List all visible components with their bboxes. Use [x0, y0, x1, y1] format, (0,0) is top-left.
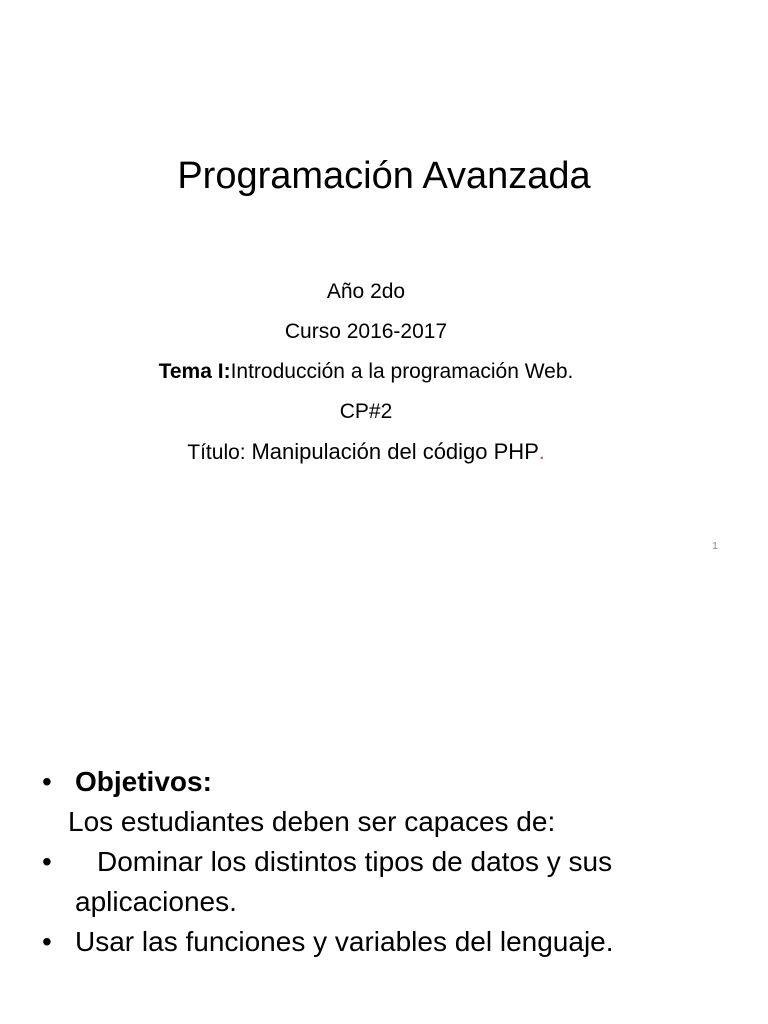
- bullet-objective-1: [40, 842, 740, 922]
- topic-label: Tema I:: [158, 360, 231, 383]
- objective-1-line1: Dominar los distintos tipos de datos y sus: [97, 846, 613, 877]
- objective-1-line2: aplicaciones.: [75, 886, 237, 917]
- year-line: Año 2do: [326, 280, 406, 303]
- slide-title: Programación Avanzada: [177, 155, 591, 197]
- objective-2: Usar las funciones y variables del lenguaje.: [75, 926, 614, 957]
- bullet-icon: •: [42, 926, 52, 957]
- bullet-icon: •: [42, 766, 52, 797]
- titulo-line: [0, 432, 732, 473]
- class-code-line: CP#2: [339, 400, 393, 423]
- titulo-dot: .: [538, 441, 545, 464]
- bullet-objective-2: [40, 922, 740, 962]
- objectives-slide: [0, 576, 768, 1024]
- objectives-heading: Objetivos:: [75, 766, 212, 797]
- intro-line: Los estudiantes deben ser capaces de:: [68, 806, 556, 837]
- topic-line: [0, 352, 732, 392]
- bullet-objectives: [40, 762, 740, 802]
- topic-value: Introducción a la programación Web.: [230, 360, 574, 383]
- bullet-icon: •: [42, 846, 52, 877]
- subtitle-block: [0, 272, 732, 473]
- titulo-label: Título:: [187, 441, 252, 464]
- slide-number: 1: [712, 541, 718, 552]
- course-line: Curso 2016-2017: [284, 320, 448, 343]
- titulo-value: Manipulación del código PHP: [251, 439, 539, 464]
- bullet-list: [40, 762, 740, 962]
